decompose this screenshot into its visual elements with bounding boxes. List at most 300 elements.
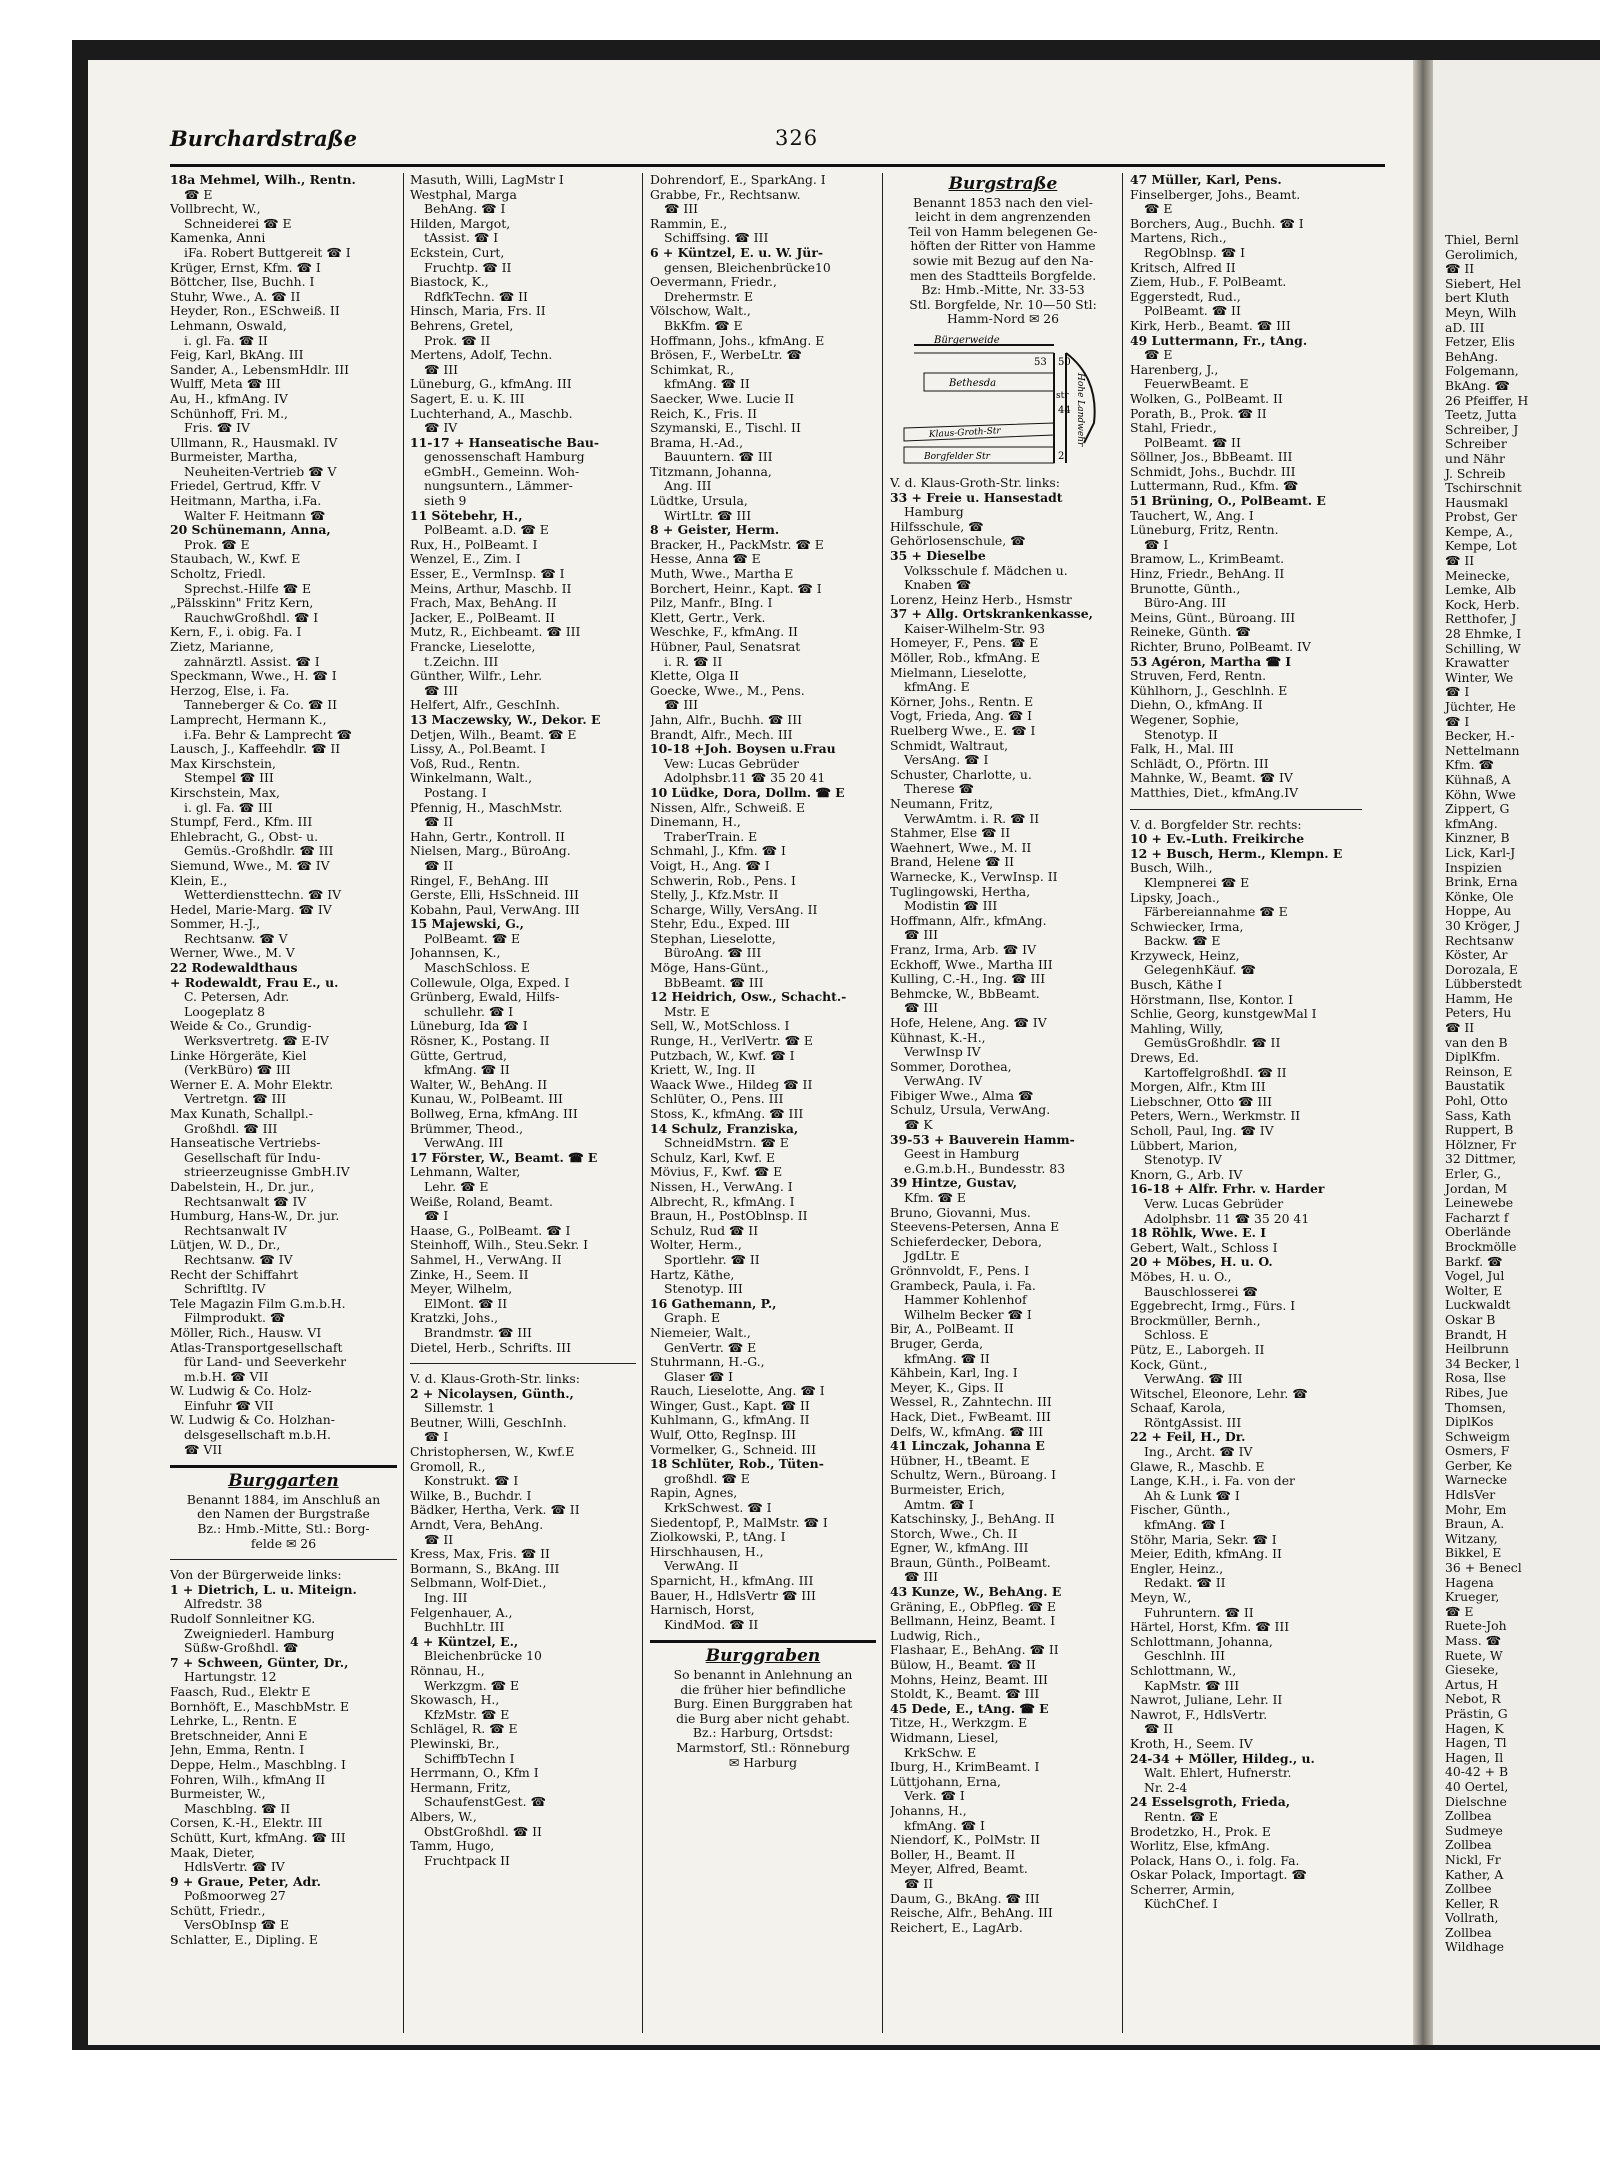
- directory-entry-line: Haase, G., PolBeamt. ☎ I: [410, 1223, 571, 1238]
- directory-entry-line: Bretschneider, Anni E: [170, 1728, 308, 1743]
- directory-entry-line: Grabbe, Fr., Rechtsanw.: [650, 187, 801, 202]
- directory-entry-line: Becker, H.-: [1445, 728, 1515, 744]
- directory-entry-line: Sahmel, H., VerwAng. II: [410, 1252, 562, 1267]
- directory-entry-line: Gütte, Gertrud,: [410, 1048, 507, 1063]
- directory-entry-line: 16-18 + Alfr. Frhr. v. Harder: [1130, 1182, 1325, 1197]
- directory-entry-line: Loogeplatz 8: [184, 1004, 266, 1019]
- directory-entry-line: Schütt, Friedr.,: [170, 1903, 266, 1918]
- directory-entry-line: Lehmann, Oswald,: [170, 318, 287, 333]
- directory-entry-line: FeuerwBeamt. E: [1144, 377, 1249, 392]
- directory-entry-line: Brockmüller, Bernh.,: [1130, 1313, 1261, 1328]
- directory-entry-line: Hoppe, Au: [1445, 903, 1512, 919]
- directory-entry-line: Meyer, Alfred, Beamt.: [890, 1862, 1028, 1877]
- directory-entry-line: Wenzel, E., Zim. I: [410, 552, 521, 567]
- directory-entry-line: 24 Esselsgroth, Frieda,: [1130, 1795, 1291, 1810]
- directory-entry-line: kfmAng. ☎ I: [904, 1818, 985, 1833]
- directory-entry-line: Graph. E: [664, 1311, 721, 1326]
- directory-entry-line: HdlsVer: [1445, 1487, 1496, 1503]
- section-rule: [170, 1465, 397, 1468]
- directory-entry-line: Brama, H.-Ad.,: [650, 435, 744, 450]
- directory-entry-line: Witschel, Eleonore, Lehr. ☎: [1130, 1386, 1308, 1401]
- description-line: ✉ Harburg: [728, 1754, 798, 1770]
- directory-entry-line: Flashaar, E., BehAng. ☎ II: [890, 1643, 1059, 1658]
- directory-entry-line: Modistin ☎ III: [904, 899, 998, 914]
- directory-entry-line: Kirschstein, Max,: [170, 785, 280, 800]
- directory-entry-line: Rechtsanw: [1445, 932, 1514, 948]
- directory-entry-line: Sander, A., LebensmHdlr. III: [170, 362, 350, 377]
- directory-entry-line: Oskar Polack, Importagt. ☎: [1130, 1868, 1307, 1883]
- directory-entry-line: Ludwig, Rich.,: [890, 1628, 981, 1643]
- directory-entry-line: Redakt. ☎ II: [1144, 1576, 1226, 1591]
- directory-entry-line: Saecker, Wwe. Lucie II: [650, 391, 795, 406]
- directory-entry-line: Hagen, K: [1445, 1720, 1504, 1736]
- directory-entry-line: Behrens, Gretel,: [410, 318, 514, 333]
- directory-entry-line: Schieferdecker, Debora,: [890, 1234, 1042, 1249]
- directory-entry-line: Brockmölle: [1445, 1238, 1517, 1254]
- section-description-burgstrasse: [890, 196, 1116, 327]
- directory-entry-line: Schütt, Kurt, kfmAng. ☎ III: [170, 1830, 346, 1845]
- directory-entry-line: Kfm. ☎ E: [904, 1191, 966, 1206]
- directory-entry-line: Einfuhr ☎ VII: [184, 1398, 274, 1413]
- page-number: 326: [775, 126, 819, 150]
- section-rule: [650, 1640, 876, 1643]
- directory-entry-line: Klette, Olga II: [650, 669, 739, 684]
- directory-entry-line: Daum, G., BkAng. ☎ III: [890, 1891, 1040, 1906]
- description-line: Bz: Hmb.-Mitte, Nr. 33-53: [921, 282, 1085, 298]
- directory-entry-line: Büro-Ang. III: [1144, 596, 1227, 611]
- directory-entry-line: Porath, B., Prok. ☎ II: [1130, 406, 1267, 421]
- directory-entry-line: Vertretgn. ☎ III: [184, 1092, 287, 1107]
- directory-entry-line: Hirschhausen, H.,: [650, 1544, 764, 1559]
- directory-entry-line: Braun, Günth., PolBeamt.: [890, 1555, 1051, 1570]
- directory-entry-line: Maak, Dieter,: [170, 1845, 255, 1860]
- directory-entry-line: KüchChef. I: [1144, 1897, 1218, 1912]
- directory-entry-line: Meins, Günt., Büroang. III: [1130, 610, 1296, 625]
- directory-entry-line: Plewinski, Br.,: [410, 1736, 500, 1751]
- column-divider: [882, 173, 883, 2033]
- directory-entry-line: Walter F. Heitmann ☎: [184, 508, 326, 523]
- directory-entry-line: 8 + Geister, Herm.: [650, 523, 780, 538]
- directory-entry-line: Völschow, Walt.,: [650, 304, 751, 319]
- directory-entry-line: Voigt, H., Ang. ☎ I: [650, 858, 770, 873]
- directory-entry-line: Nr. 2-4: [1144, 1780, 1188, 1795]
- directory-entry-line: Möbes, H. u. O.,: [1130, 1269, 1232, 1284]
- directory-entry-line: Gieseke,: [1445, 1662, 1499, 1678]
- street-map-graphic: [894, 333, 1112, 468]
- directory-entry-line: Harenberg, J.,: [1130, 362, 1219, 377]
- directory-entry-line: Meins, Arthur, Maschb. II: [410, 581, 572, 596]
- directory-entry-line: Kratzki, Johs.,: [410, 1311, 499, 1326]
- directory-entry-line: Schmidt, Johs., Buchdr. III: [1130, 464, 1296, 479]
- directory-entry-line: Ziolkowski, P., tAng. I: [650, 1530, 786, 1545]
- directory-entry-line: Ziem, Hub., F. PolBeamt.: [1130, 275, 1287, 290]
- directory-entry-line: Warnecke, K., VerwInsp. II: [890, 869, 1058, 884]
- directory-entry-line: GemüsGroßhdlr. ☎ II: [1144, 1036, 1281, 1051]
- directory-entry-line: Francke, Lieselotte,: [410, 640, 536, 654]
- directory-entry-line: Köster, Ar: [1445, 947, 1508, 963]
- directory-entry-line: Mertens, Adolf, Techn.: [410, 348, 553, 363]
- directory-entry-line: Busch, Wilh.,: [1130, 861, 1213, 876]
- directory-entry-line: ☎ I: [424, 1430, 449, 1445]
- directory-entry-line: Richter, Bruno, PolBeamt. IV: [1130, 640, 1311, 654]
- directory-entry-line: Schilling, W: [1445, 640, 1521, 656]
- directory-entry-line: Kühnaß, A: [1445, 771, 1511, 787]
- directory-entry-line: Burmeister, Erich,: [890, 1482, 1005, 1497]
- directory-entry-line: Prok. ☎ II: [424, 333, 491, 348]
- directory-entry-line: Brandmstr. ☎ III: [424, 1325, 532, 1340]
- directory-entry-line: Peters, Wern., Werkmstr. II: [1130, 1109, 1301, 1124]
- directory-entry-line: Mstr. E: [664, 1004, 710, 1019]
- directory-entry-line: JgdLtr. E: [904, 1249, 960, 1264]
- directory-entry-line: Schiffsing. ☎ III: [664, 231, 769, 246]
- directory-entry-line: PolBeamt. ☎ E: [424, 931, 521, 946]
- directory-entry-line: Deppe, Helm., Maschblng. I: [170, 1757, 346, 1772]
- directory-entry-line: Hofe, Helene, Ang. ☎ IV: [890, 1015, 1047, 1030]
- directory-entry-line: Ribes, Jue: [1445, 1384, 1509, 1400]
- directory-entry-line: Kaiser-Wilhelm-Str. 93: [904, 621, 1046, 636]
- directory-entry-line: 33 + Freie u. Hansestadt: [890, 490, 1063, 505]
- directory-entry-line: Ullmann, R., Hausmakl. IV: [170, 435, 338, 450]
- directory-entry-line: 11 Sötebehr, H.,: [410, 508, 523, 523]
- directory-entry-line: Katschinsky, J., BehAng. II: [890, 1512, 1055, 1527]
- directory-entry-line: 40-42 + B: [1445, 1764, 1509, 1780]
- directory-entry-line: Felgenhauer, A.,: [410, 1605, 513, 1620]
- directory-entry-line: Gesellschaft für Indu-: [184, 1150, 321, 1165]
- directory-entry-line: Lick, Karl-J: [1445, 844, 1516, 860]
- column-2-entries: [410, 173, 636, 1355]
- directory-entry-line: Rapin, Agnes,: [650, 1486, 738, 1501]
- directory-entry-line: Sportlehr. ☎ II: [664, 1252, 760, 1267]
- directory-entry-line: delsgesellschaft m.b.H.: [184, 1428, 331, 1443]
- directory-entry-line: Sagert, E. u. K. III: [410, 391, 525, 406]
- directory-entry-line: Esser, E., VermInsp. ☎ I: [410, 567, 565, 582]
- directory-entry-line: Hagen, Il: [1445, 1749, 1504, 1765]
- directory-entry-line: Hausmakl: [1445, 494, 1509, 510]
- map-label-buergerweide: Bürgerweide: [934, 334, 1000, 346]
- directory-entry-line: Meyn, Wilh: [1445, 304, 1517, 320]
- directory-entry-line: „Pälsskinn" Fritz Kern,: [170, 596, 314, 611]
- directory-entry-line: 40 Oertel,: [1445, 1778, 1509, 1794]
- directory-entry-line: RdfkTechn. ☎ II: [424, 289, 528, 304]
- street-map: [894, 333, 1112, 468]
- directory-entry-line: Hartz, Käthe,: [650, 1267, 735, 1282]
- directory-entry-line: ☎ II: [424, 815, 454, 830]
- directory-entry-line: 20 Schünemann, Anna,: [170, 523, 331, 538]
- directory-entry-line: Atlas-Transportgesellschaft: [170, 1340, 343, 1355]
- directory-entry-line: Hartungstr. 12: [184, 1670, 277, 1685]
- directory-entry-line: 9 + Graue, Peter, Adr.: [170, 1874, 321, 1889]
- directory-entry-line: Sass, Kath: [1445, 1107, 1512, 1123]
- directory-entry-line: ☎ II: [424, 1532, 454, 1547]
- directory-entry-line: Stenotyp. III: [664, 1282, 743, 1297]
- directory-entry-line: Böttcher, Ilse, Buchh. I: [170, 275, 315, 290]
- directory-entry-line: Prästin, G: [1445, 1705, 1508, 1721]
- directory-entry-line: 18a Mehmel, Wilh., Rentn.: [170, 173, 356, 187]
- directory-entry-line: Barkf. ☎: [1445, 1253, 1503, 1269]
- directory-entry-line: Retthofer, J: [1445, 611, 1517, 627]
- directory-entry-line: sieth 9: [424, 494, 467, 509]
- directory-entry-line: Lemke, Alb: [1445, 582, 1516, 598]
- directory-entry-line: Stoss, K., kfmAng. ☎ III: [650, 1107, 804, 1121]
- directory-entry-line: 10 Lüdke, Dora, Dollm. ☎ E: [650, 785, 845, 800]
- directory-entry-line: Hölzner, Fr: [1445, 1136, 1517, 1152]
- directory-entry-line: Speckmann, Wwe., H. ☎ I: [170, 669, 337, 684]
- directory-entry-line: Max Kirschstein,: [170, 756, 276, 771]
- directory-entry-line: Homeyer, F., Pens. ☎ E: [890, 636, 1039, 651]
- directory-entry-line: Bauer, H., HdlsVertr ☎ III: [650, 1588, 816, 1603]
- directory-entry-line: Schreiber: [1445, 436, 1507, 452]
- directory-entry-line: PolBeamt. ☎ II: [1144, 435, 1241, 450]
- directory-entry-line: Nissen, Alfr., Schweiß. E: [650, 800, 806, 815]
- directory-entry-line: Polack, Hans O., i. folg. Fa.: [1130, 1853, 1300, 1868]
- directory-entry-line: e.G.m.b.H., Bundesstr. 83: [904, 1161, 1066, 1176]
- directory-entry-line: 26 Pfeiffer, H: [1445, 392, 1529, 408]
- directory-entry-line: Pütz, E., Laborgeh. II: [1130, 1342, 1265, 1357]
- directory-entry-line: (VerkBüro) ☎ III: [184, 1063, 291, 1078]
- directory-entry-line: Rechtsanw. ☎ V: [184, 931, 288, 946]
- directory-entry-line: Wessel, R., Zahntechn. III: [890, 1395, 1052, 1410]
- directory-entry-line: ☎ E: [184, 187, 213, 202]
- directory-entry-line: strieerzeugnisse GmbH.IV: [184, 1165, 350, 1180]
- directory-entry-line: Lehrke, L., Rentn. E: [170, 1714, 297, 1729]
- directory-entry-line: Lorenz, Heinz Herb., Hsmstr: [890, 592, 1072, 607]
- directory-entry-line: 22 + Feil, H., Dr.: [1130, 1430, 1246, 1445]
- directory-entry-line: SchiffbTechn I: [424, 1751, 515, 1766]
- directory-entry-line: Meinecke,: [1445, 567, 1511, 583]
- directory-entry-line: Bracker, H., PackMstr. ☎ E: [650, 537, 824, 552]
- directory-entry-line: Dinemann, H.,: [650, 815, 741, 830]
- directory-entry-line: Bir, A., PolBeamt. II: [890, 1322, 1014, 1337]
- directory-entry-line: Weschke, F., kfmAng. II: [650, 625, 798, 640]
- directory-entry-line: Schlie, Georg, kunstgewMal I: [1130, 1007, 1317, 1022]
- map-label-hohe-landwehr: Hohe Landwehr: [1075, 372, 1085, 447]
- directory-entry-line: Zippert, G: [1445, 801, 1510, 817]
- directory-entry-line: Sprechst.-Hilfe ☎ E: [184, 581, 312, 596]
- directory-entry-line: 7 + Schween, Günter, Dr.,: [170, 1655, 349, 1670]
- directory-entry-line: W. Ludwig & Co. Holz-: [170, 1384, 312, 1399]
- directory-entry-line: Geest in Hamburg: [904, 1147, 1020, 1162]
- directory-entry-line: Thiel, Bernl: [1445, 232, 1519, 247]
- directory-entry-line: Franz, Irma, Arb. ☎ IV: [890, 942, 1037, 957]
- directory-entry-line: Zweigniederl. Hamburg: [184, 1626, 335, 1641]
- directory-entry-line: Wilke, B., Buchdr. I: [410, 1488, 532, 1503]
- directory-entry-line: zahnärztl. Assist. ☎ I: [184, 654, 320, 669]
- directory-entry-line: Brösen, F., WerbeLtr. ☎: [650, 348, 802, 363]
- directory-entry-line: schullehr. ☎ I: [424, 1004, 514, 1019]
- directory-entry-line: Kempe, A.,: [1445, 523, 1513, 539]
- directory-entry-line: ☎ II: [904, 1876, 934, 1891]
- column-5-entries-continued: [1130, 818, 1362, 1913]
- description-line: leicht in dem angrenzenden: [915, 209, 1091, 225]
- directory-entry-line: Walt. Ehlert, Hufnerstr.: [1144, 1766, 1292, 1781]
- directory-entry-line: WirtLtr. ☎ III: [664, 508, 752, 523]
- directory-entry-line: Lüneburg, Ida ☎ I: [410, 1019, 528, 1034]
- directory-entry-line: Werkzgm. ☎ E: [424, 1678, 519, 1693]
- directory-entry-line: Stempel ☎ III: [184, 771, 274, 786]
- directory-entry-line: Oberlände: [1445, 1224, 1511, 1240]
- directory-entry-line: Knaben ☎: [904, 578, 972, 593]
- directory-entry-line: Glawe, R., Maschb. E: [1130, 1459, 1265, 1474]
- directory-entry-line: VerwAng. ☎ III: [1144, 1372, 1243, 1387]
- directory-entry-line: Poßmoorweg 27: [184, 1889, 286, 1904]
- directory-entry-line: ☎ III: [664, 698, 699, 713]
- directory-entry-line: Lüneburg, G., kfmAng. III: [410, 377, 572, 392]
- directory-entry-line: Nettelmann: [1445, 742, 1520, 758]
- directory-entry-line: eGmbH., Gemeinn. Woh-: [424, 464, 580, 479]
- directory-entry-line: Sparnicht, H., kfmAng. III: [650, 1574, 814, 1588]
- column-divider: [642, 173, 643, 2033]
- directory-entry-line: Schuster, Charlotte, u.: [890, 767, 1032, 782]
- directory-entry-line: Vogel, Jul: [1445, 1268, 1505, 1284]
- directory-entry-line: Brunotte, Günth.,: [1130, 581, 1241, 596]
- directory-entry-line: 39-53 + Bauverein Hamm-: [890, 1132, 1075, 1147]
- directory-entry-line: Stenotyp. II: [1144, 727, 1218, 742]
- directory-entry-line: ☎ II: [1445, 261, 1475, 277]
- directory-entry-line: Stephan, Lieselotte,: [650, 931, 776, 946]
- directory-entry-line: Niendorf, K., PolMstr. II: [890, 1833, 1041, 1848]
- directory-entry-line: Mövius, F., Kwf. ☎ E: [650, 1165, 783, 1180]
- directory-entry-line: Stenotyp. IV: [1144, 1153, 1222, 1168]
- directory-entry-line: Arndt, Vera, BehAng.: [410, 1518, 544, 1533]
- directory-entry-line: bert Kluth: [1445, 290, 1510, 306]
- directory-entry-line: Krawatter: [1445, 655, 1509, 671]
- directory-entry-line: Kähbein, Karl, Ing. I: [890, 1366, 1018, 1381]
- directory-entry-line: genossenschaft Hamburg: [424, 450, 585, 465]
- directory-entry-line: Bädker, Hertha, Verk. ☎ II: [410, 1503, 580, 1518]
- directory-entry-line: kfmAng. ☎ II: [424, 1063, 510, 1078]
- directory-entry-line: kfmAng. ☎ II: [664, 377, 750, 392]
- directory-entry-line: Stahmer, Else ☎ II: [890, 826, 1011, 841]
- section-rule: [170, 1559, 397, 1560]
- directory-entry-line: Werner, Wwe., M. V: [170, 946, 295, 961]
- directory-entry-line: gensen, Bleichenbrücke10: [664, 260, 831, 275]
- directory-entry-line: Jahn, Alfr., Buchh. ☎ III: [650, 712, 802, 727]
- directory-entry-line: Alfredstr. 38: [184, 1597, 263, 1612]
- directory-entry-line: Engler, Heinz.,: [1130, 1561, 1224, 1576]
- directory-entry-line: Heitmann, Martha, i.Fa.: [170, 494, 322, 509]
- directory-entry-line: Mahling, Willy,: [1130, 1021, 1224, 1036]
- directory-entry-line: Rosa, Ilse: [1445, 1370, 1506, 1386]
- book-gutter: [1413, 60, 1433, 2045]
- directory-entry-line: Wolken, G., PolBeamt. II: [1130, 391, 1283, 406]
- directory-entry-line: Kirk, Herb., Beamt. ☎ III: [1130, 318, 1291, 333]
- directory-entry-line: Zollbea: [1445, 1924, 1492, 1940]
- directory-entry-line: Winter, We: [1445, 669, 1514, 685]
- directory-entry-line: Reinson, E: [1445, 1063, 1513, 1079]
- description-line: sowie mit Bezug auf den Na-: [912, 252, 1094, 268]
- directory-entry-line: Hesse, Anna ☎ E: [650, 552, 761, 567]
- description-line: So benannt in Anlehnung an: [673, 1666, 853, 1682]
- directory-entry-line: ☎ III: [664, 202, 699, 217]
- directory-entry-line: Szymanski, E., Tischl. II: [650, 421, 801, 436]
- directory-entry-line: Schlottmann, Johanna,: [1130, 1634, 1273, 1649]
- directory-entry-line: Facharzt f: [1445, 1209, 1509, 1225]
- directory-entry-line: Rentn. ☎ E: [1144, 1809, 1218, 1824]
- directory-entry-line: 30 Kröger, J: [1445, 917, 1521, 933]
- directory-entry-line: Bleichenbrücke 10: [424, 1649, 542, 1664]
- directory-entry-line: Zollbea: [1445, 1808, 1492, 1824]
- directory-entry-line: Goecke, Wwe., M., Pens.: [650, 683, 805, 698]
- directory-entry-line: Verw. Lucas Gebrüder: [1144, 1196, 1284, 1211]
- directory-entry-line: Leinewebe: [1445, 1195, 1514, 1211]
- directory-entry-line: 4 + Küntzel, E.,: [410, 1634, 519, 1649]
- map-number: 53: [1034, 356, 1047, 368]
- directory-entry-line: 1 + Dietrich, L. u. Miteign.: [170, 1582, 357, 1597]
- directory-entry-line: ☎ III: [904, 1001, 939, 1016]
- directory-entry-line: Krzyweck, Heinz,: [1130, 948, 1240, 963]
- directory-entry-line: Schulz, Rud ☎ II: [650, 1223, 759, 1238]
- directory-entry-line: Brandt, Alfr., Mech. III: [650, 727, 793, 742]
- directory-entry-line: Bramow, L., KrimBeamt.: [1130, 552, 1285, 567]
- directory-entry-line: Rudolf Sonnleitner KG.: [170, 1612, 316, 1626]
- directory-entry-line: Gerste, Elli, HsSchneid. III: [410, 888, 579, 903]
- directory-entry-line: Stuhr, Wwe., A. ☎ II: [170, 289, 301, 304]
- directory-entry-line: Boller, H., Beamt. II: [890, 1847, 1016, 1862]
- directory-entry-line: Meier, Edith, kfmAng. II: [1130, 1547, 1282, 1562]
- directory-entry-line: Wulff, Meta ☎ III: [170, 377, 281, 392]
- directory-entry-line: Kroth, H., Seem. IV: [1130, 1736, 1253, 1751]
- directory-entry-line: ☎ I: [424, 1209, 449, 1224]
- description-line: den Namen der Burgstraße: [197, 1506, 370, 1522]
- directory-entry-line: Scharge, Willy, VersAng. II: [650, 902, 818, 917]
- directory-entry-line: 11-17 + Hanseatische Bau-: [410, 435, 600, 450]
- directory-entry-line: ☎ II: [1445, 1020, 1475, 1036]
- directory-entry-line: Christophersen, W., Kwf.E: [410, 1445, 575, 1460]
- directory-entry-line: Oskar B: [1445, 1311, 1496, 1327]
- directory-entry-line: Schlägel, R. ☎ E: [410, 1722, 518, 1737]
- directory-entry-line: Peters, Hu: [1445, 1005, 1512, 1021]
- directory-entry-line: RegOblnsp. ☎ I: [1144, 245, 1246, 260]
- directory-entry-line: Glaser ☎ I: [664, 1369, 734, 1384]
- directory-entry-line: Lipsky, Joach.,: [1130, 890, 1220, 905]
- directory-entry-line: BkAng. ☎: [1445, 377, 1510, 393]
- directory-entry-line: VersObInsp ☎ E: [184, 1918, 290, 1933]
- directory-entry-line: Werksvertretg. ☎ E-IV: [184, 1034, 329, 1049]
- directory-entry-line: Titze, H., Werkzgm. E: [890, 1716, 1028, 1731]
- directory-entry-line: Martens, Rich.,: [1130, 231, 1227, 246]
- directory-entry-line: Johannsen, K.,: [410, 946, 501, 961]
- directory-entry-line: C. Petersen, Adr.: [184, 990, 290, 1005]
- directory-entry-line: Großhdl. ☎ III: [184, 1121, 278, 1136]
- directory-entry-line: Busch, Käthe I: [1130, 978, 1223, 993]
- description-line: Bz.: Hmb.-Mitte, Stl.: Borg-: [197, 1521, 370, 1537]
- directory-entry-line: BüroAng. ☎ III: [664, 946, 762, 961]
- directory-entry-line: Werner E. A. Mohr Elektr.: [170, 1077, 334, 1092]
- directory-entry-line: Baustatik: [1445, 1078, 1505, 1094]
- map-label-bethesda: Bethesda: [949, 377, 997, 389]
- directory-entry-line: Behmcke, W., BbBeamt.: [890, 986, 1040, 1001]
- directory-entry-line: Brink, Erna: [1445, 874, 1518, 890]
- directory-entry-line: Ruppert, B: [1445, 1122, 1514, 1138]
- directory-entry-line: Schriftltg. IV: [184, 1282, 266, 1297]
- directory-entry-line: 43 Kunze, W., BehAng. E: [890, 1585, 1062, 1600]
- directory-entry-line: Rammin, E.,: [650, 216, 728, 231]
- directory-entry-line: Wegener, Sophie,: [1130, 712, 1240, 727]
- directory-entry-line: i. gl. Fa. ☎ II: [184, 333, 268, 348]
- directory-entry-line: Rechtsanw. ☎ IV: [184, 1252, 293, 1267]
- description-line: men des Stadtteils Borgfelde.: [909, 267, 1097, 283]
- directory-entry-line: Siebert, Hel: [1445, 275, 1521, 291]
- directory-entry-line: Schaaf, Karola,: [1130, 1401, 1226, 1416]
- directory-entry-line: Lamprecht, Hermann K.,: [170, 712, 327, 727]
- directory-entry-line: Bülow, H., Beamt. ☎ II: [890, 1658, 1036, 1673]
- directory-entry-line: Heyder, Ron., ESchweiß. II: [170, 304, 340, 319]
- directory-entry-line: Schmahl, J., Kfm. ☎ I: [650, 844, 786, 859]
- directory-entry-line: + Rodewaldt, Frau E., u.: [170, 975, 339, 990]
- directory-entry-line: Au, H., kfmAng. IV: [170, 391, 288, 406]
- directory-entry-line: Bornhöft, E., MaschbMstr. E: [170, 1699, 350, 1714]
- directory-entry-line: Kock, Herb.: [1445, 596, 1520, 612]
